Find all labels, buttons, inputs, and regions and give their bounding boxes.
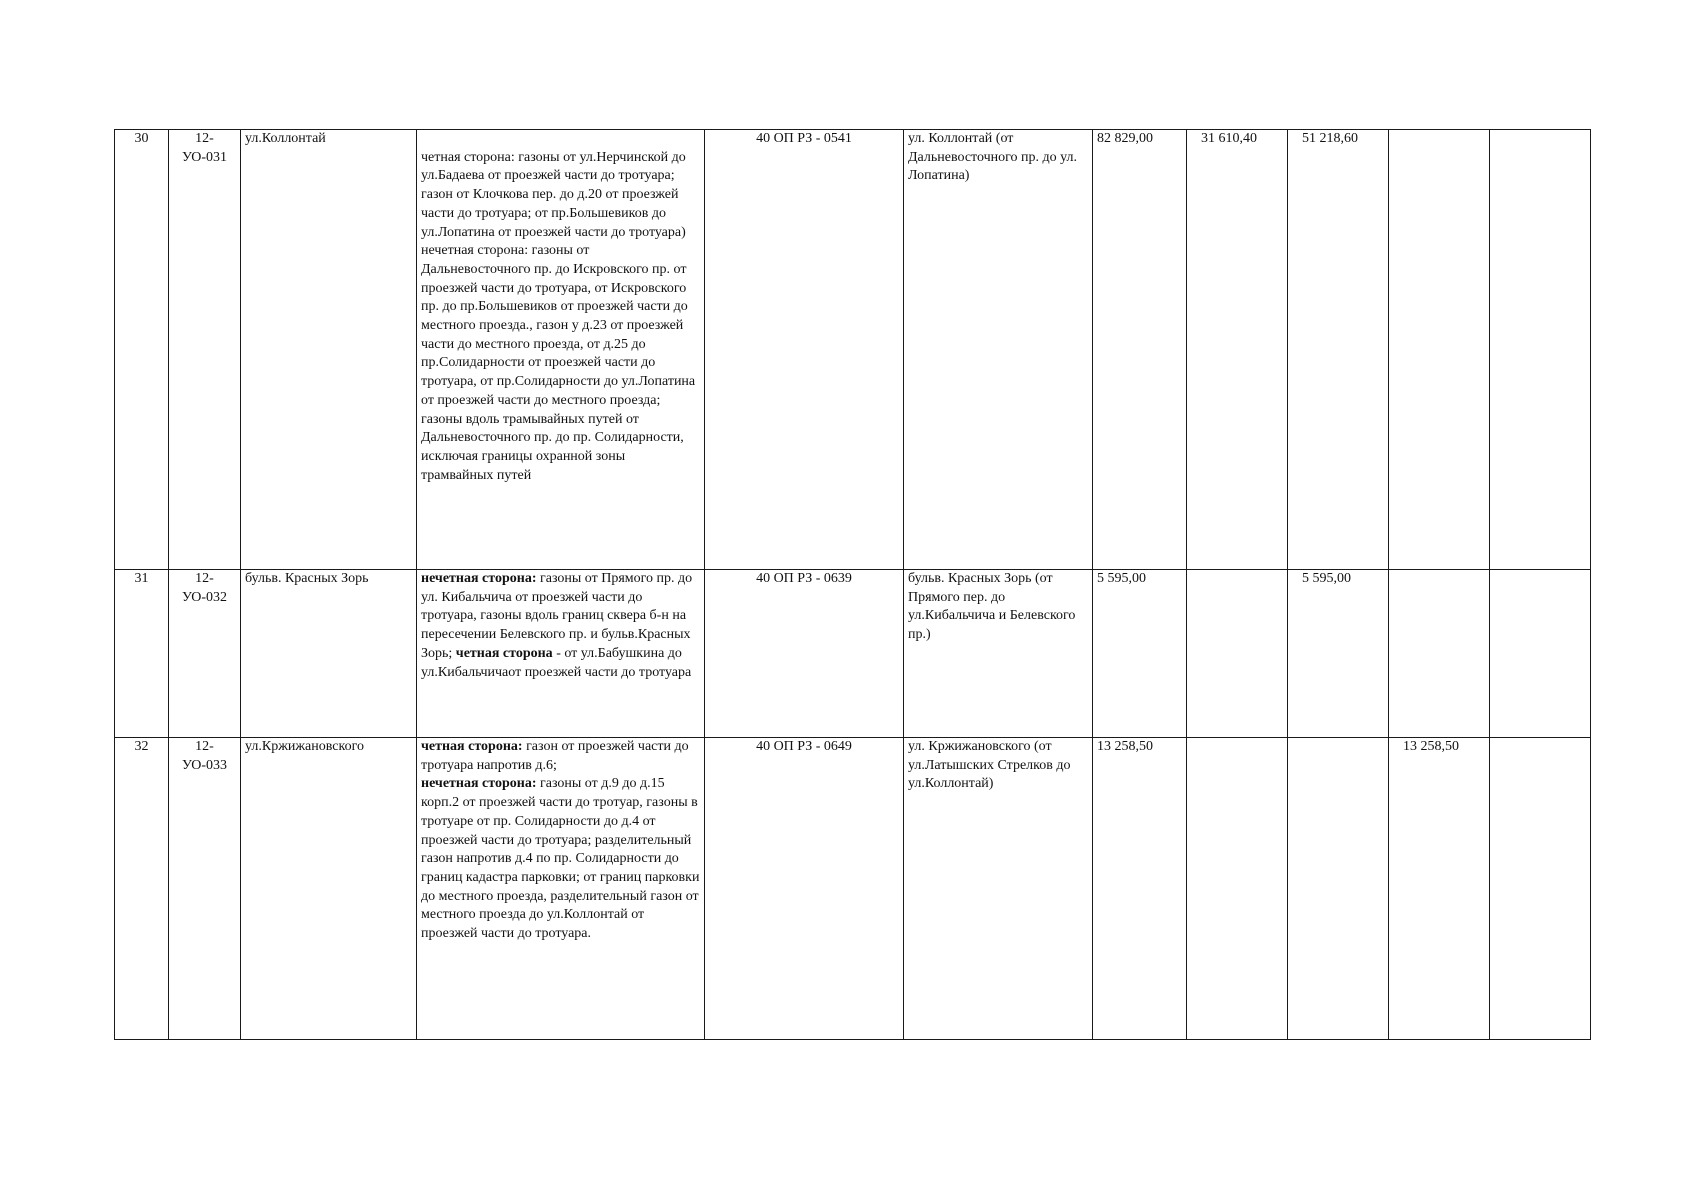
area-value-1 <box>1187 570 1288 738</box>
total-area: 5 595,00 <box>1093 570 1187 738</box>
row-number: 31 <box>115 570 169 738</box>
area-value-2: 51 218,60 <box>1288 130 1389 570</box>
road-name: ул. Коллонтай (от Дальневосточного пр. до ул. Лопатина) <box>904 130 1093 570</box>
table-row <box>115 130 1591 570</box>
total-area: 82 829,00 <box>1093 130 1187 570</box>
area-value-2: 5 595,00 <box>1288 570 1389 738</box>
area-description <box>417 738 705 1040</box>
road-name: ул. Кржижановского (от ул.Латышских Стрелков до ул.Коллонтай) <box>904 738 1093 1040</box>
area-value-3: 13 258,50 <box>1389 738 1490 1040</box>
description-text: газоны от д.9 до д.15 корп.2 от проезжей части до тротуар, газоны в тротуаре от пр. Солидарности до д.4 от проезжей части до тротуара; разделительный газон напротив д.4 по пр. Солидарности до границ кадастра парковки; от границ парковки до местного проезда, разделительный газон от местного проезда до ул.Коллонтай от проезжей части до тротуара. <box>421 776 700 942</box>
street-name: ул.Кржижановского <box>241 738 417 1040</box>
row-number: 32 <box>115 738 169 1040</box>
area-value-3 <box>1389 130 1490 570</box>
area-value-1: 31 610,40 <box>1187 130 1288 570</box>
street-name: ул.Коллонтай <box>241 130 417 570</box>
description-bold: нечетная сторона: <box>421 571 537 586</box>
registry-number: 40 ОП РЗ - 0541 <box>705 130 904 570</box>
registry-number: 40 ОП РЗ - 0639 <box>705 570 904 738</box>
row-number: 30 <box>115 130 169 570</box>
description-text: - от ул.Бабушкина до ул.Кибальчичаот проезжей части до тротуара <box>421 645 692 680</box>
table-row <box>115 570 1591 738</box>
road-name: бульв. Красных Зорь (от Прямого пер. до ул.Кибальчича и Белевского пр.) <box>904 570 1093 738</box>
registry-number: 40 ОП РЗ - 0649 <box>705 738 904 1040</box>
object-code: 12-УО-031 <box>169 130 241 570</box>
area-value-3 <box>1389 570 1490 738</box>
area-value-4 <box>1490 738 1591 1040</box>
area-value-4 <box>1490 130 1591 570</box>
table-row <box>115 738 1591 1040</box>
area-value-2 <box>1288 738 1389 1040</box>
area-description <box>417 570 705 738</box>
object-code: 12-УО-033 <box>169 738 241 1040</box>
description-text: газоны от Прямого пр. до ул. Кибальчича от проезжей части до тротуара, газоны вдоль границ сквера б-н на пересечении Белевского пр. и бульв.Красных Зорь; <box>421 571 693 661</box>
description-bold: четная сторона: <box>421 739 523 754</box>
description-text: четная сторона: газоны от ул.Нерчинской до ул.Бадаева от проезжей части до тротуара; газон от Клочкова пер. до д.20 от проезжей части до тротуара; от пр.Большевиков до ул.Лопатина от проезжей части до тротуара) нечетная сторона: газоны от Дальневосточного пр. до Искровского пр. от проезжей части до тротуара, от Искровского пр. до пр.Большевиков от проезжей части до местного проезда., газон у д.23 от проезжей части до местного проезда, от д.25 до пр.Солидарности от проезжей части до тротуара, от пр.Солидарности до ул.Лопатина от проезжей части до местного проезда; газоны вдоль трамывайных путей от Дальневосточного пр. до пр. Солидарности, исключая границы охранной зоны трамвайных путей <box>421 149 696 483</box>
total-area: 13 258,50 <box>1093 738 1187 1040</box>
area-value-4 <box>1490 570 1591 738</box>
area-description <box>417 130 705 570</box>
description-bold: нечетная сторона: <box>421 776 537 792</box>
street-name: бульв. Красных Зорь <box>241 570 417 738</box>
object-code: 12-УО-032 <box>169 570 241 738</box>
area-value-1 <box>1187 738 1288 1040</box>
description-bold: четная сторона <box>455 645 553 661</box>
roads-table <box>114 129 1591 1040</box>
description-text: газон от проезжей части до тротуара напротив д.6; <box>421 739 689 773</box>
